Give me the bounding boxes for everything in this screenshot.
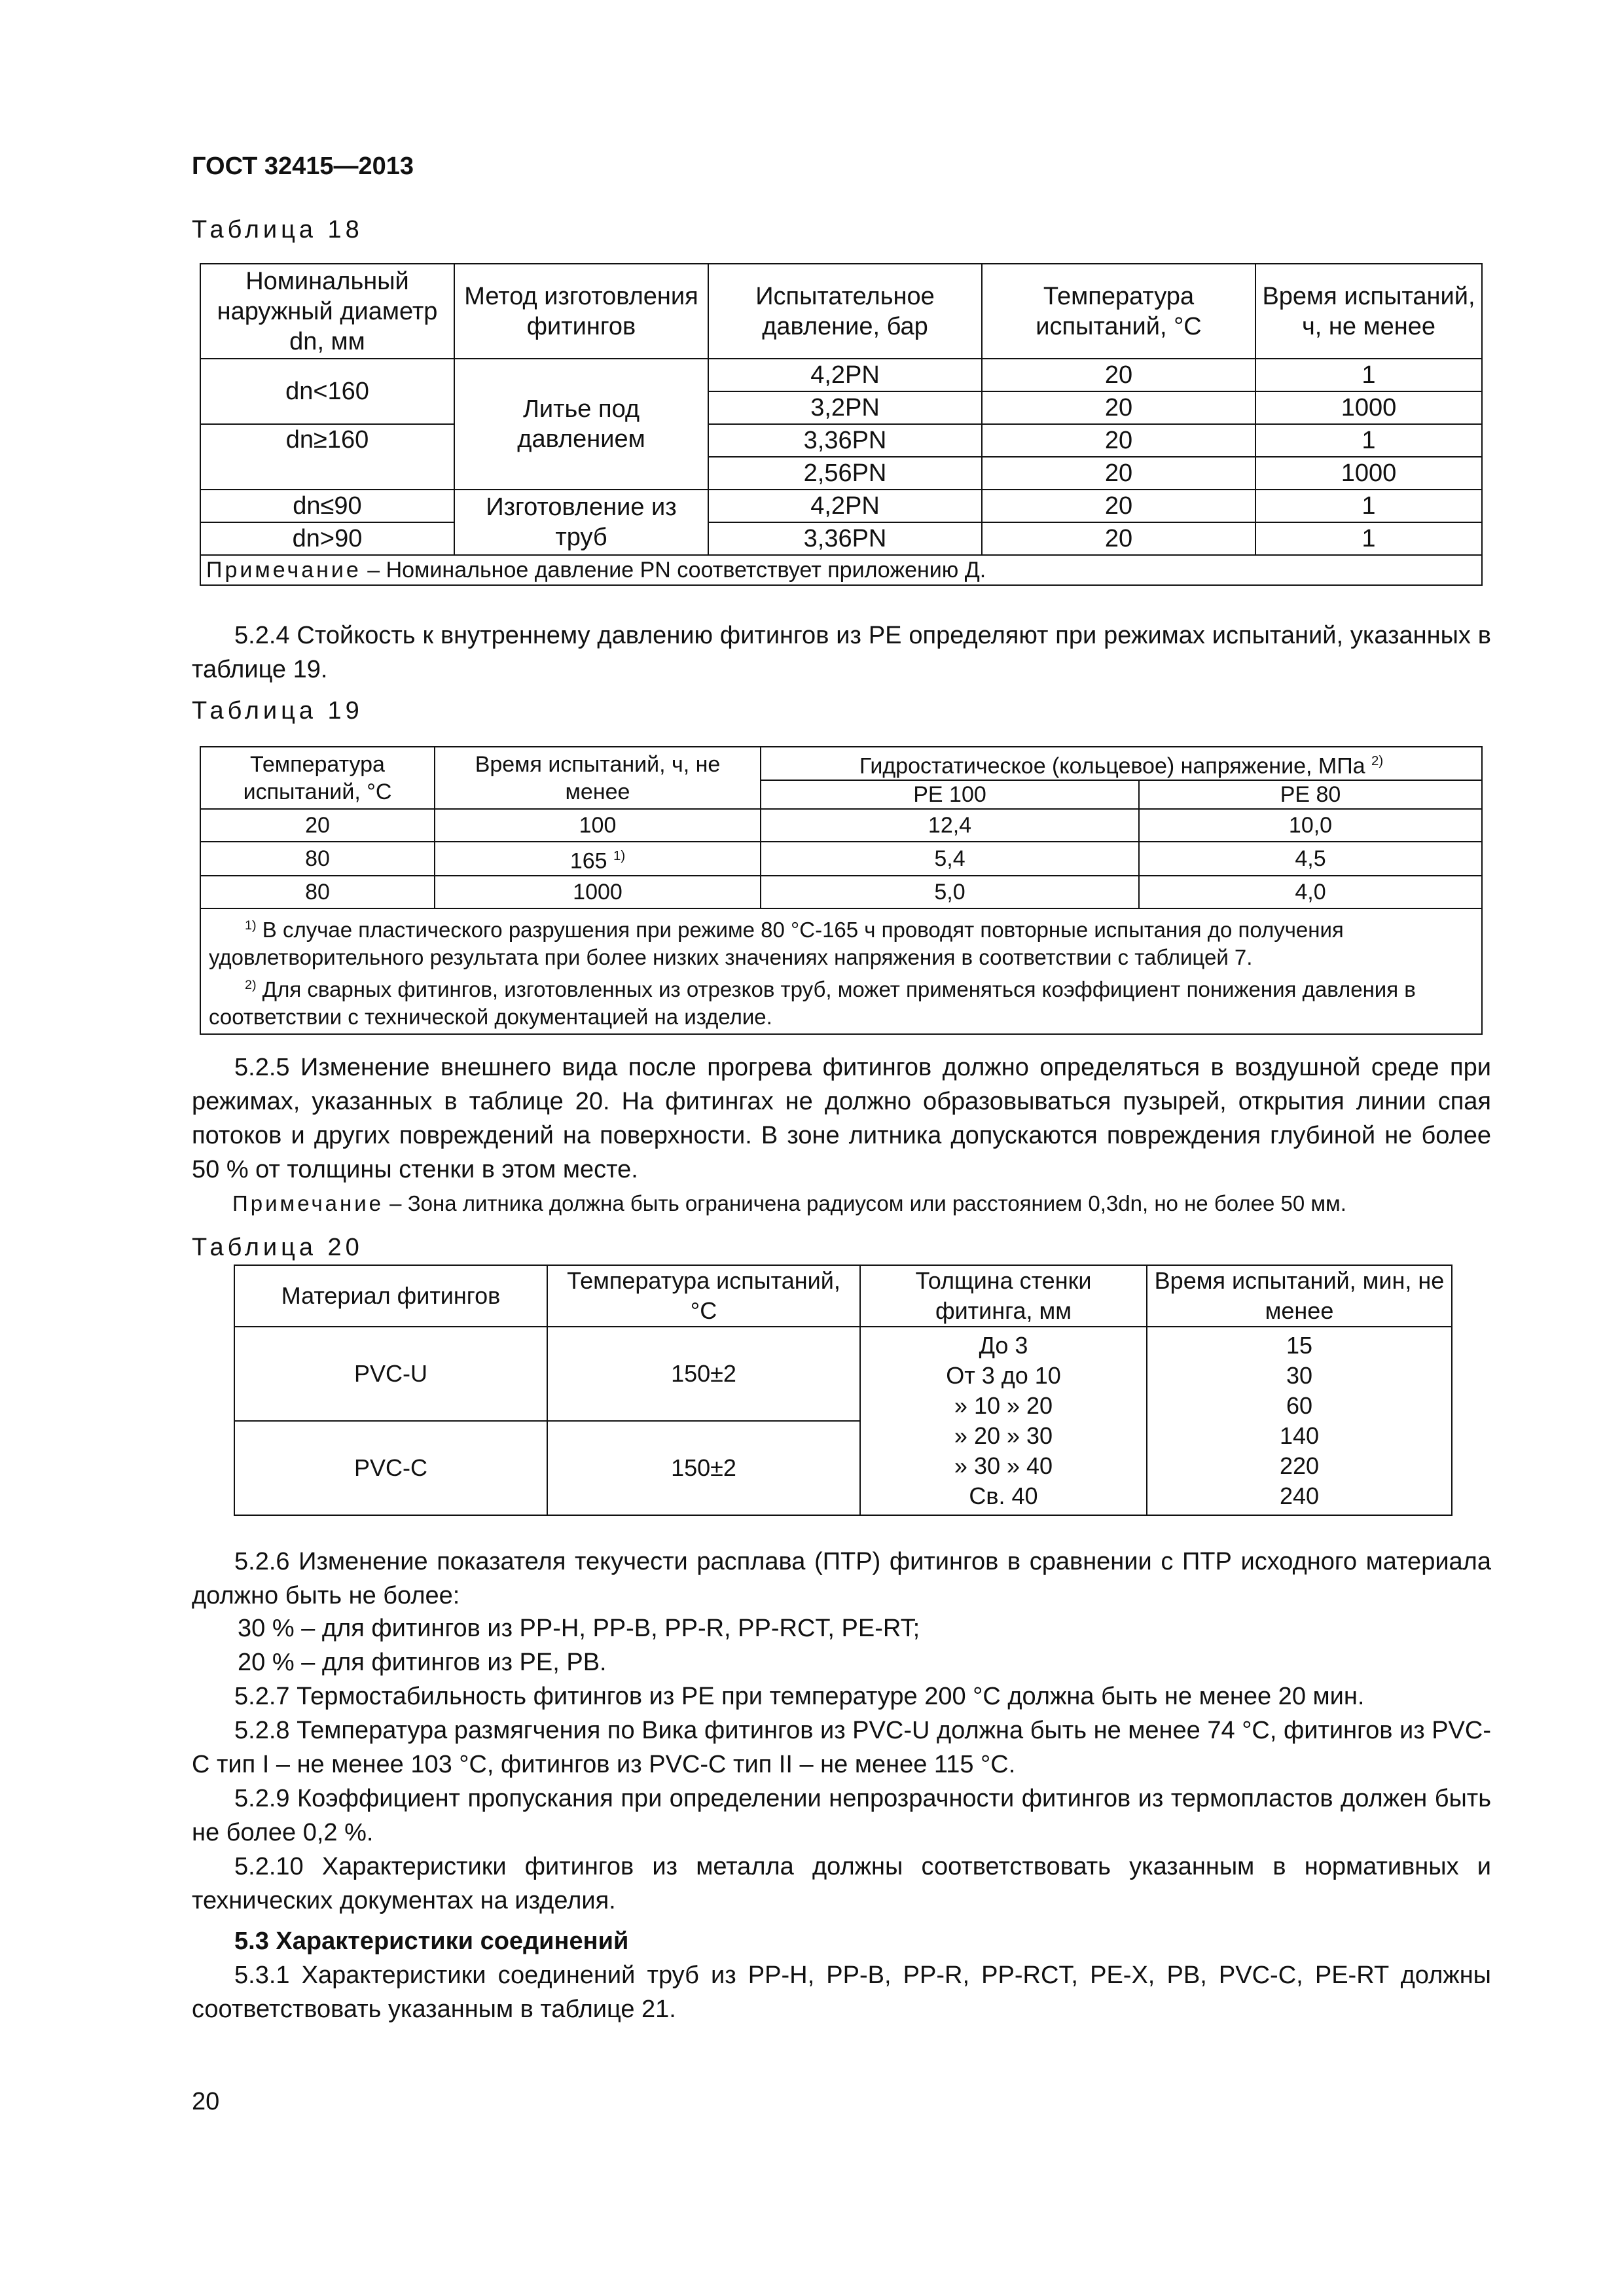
t18-cell: 1: [1255, 490, 1482, 522]
t19-cell: 165 $^{1)}$: [435, 842, 761, 875]
t19-cell: 10,0: [1139, 809, 1482, 842]
t19-footnote-1: $^{1)}$ В случае пластического разрушения при режиме 80 °С-165 ч проводят повторные испытания до получения удовлетворительного результата при более низких значениях напряжения в соответствии с таблицей 7.: [209, 917, 1344, 969]
t19-header-pe100: PE 100: [761, 780, 1139, 809]
t19-footnotes: [200, 908, 1482, 1034]
t20-temp: 150±2: [547, 1327, 860, 1421]
t19-header-temp: Температура испытаний, °С: [200, 747, 435, 809]
t19-cell: 5,4: [761, 842, 1139, 875]
t18-cell: 20: [982, 391, 1255, 424]
t19-cell: 80: [200, 842, 435, 875]
t18-header-time: Время испытаний, ч, не менее: [1255, 264, 1482, 359]
t18-header-method: Метод изготовления фитингов: [454, 264, 708, 359]
t19-cell: 1000: [435, 876, 761, 908]
note-text: – Номинальное давление PN соответствует приложению Д.: [361, 558, 986, 583]
t18-cell: 20: [982, 457, 1255, 490]
t19-cell: 80: [200, 876, 435, 908]
t18-cell: 20: [982, 424, 1255, 457]
t20-header-temp: Температура испытаний, °С: [547, 1265, 860, 1327]
t18-header-temp: Температура испытаний, °С: [982, 264, 1255, 359]
table-18: [200, 263, 1483, 586]
t19-header-stress: Гидростатическое (кольцевое) напряжение, МПа $^{2)}$: [761, 747, 1482, 780]
t20-material: PVC-U: [234, 1327, 547, 1421]
t18-diam-cell: dn<160: [200, 359, 454, 424]
t19-cell: 12,4: [761, 809, 1139, 842]
t18-diam-cell: dn>90: [200, 522, 454, 555]
t19-cell: 100: [435, 809, 761, 842]
paragraph-5-2-9: 5.2.9 Коэффициент пропускания при определении непрозрачности фитингов из термопластов должен быть не более 0,2 %.: [192, 1785, 1491, 1846]
paragraph-5-2-7: 5.2.7 Термостабильность фитингов из РЕ при температуре 200 °С должна быть не менее 20 мин.: [234, 1683, 1365, 1710]
table-19: [200, 746, 1483, 1035]
t18-cell: 3,36PN: [708, 522, 982, 555]
t18-cell: 1000: [1255, 457, 1482, 490]
paragraph-5-3-1: 5.3.1 Характеристики соединений труб из PP-H, PP-B, PP-R, PP-RCT, PE-X, PB, PVC-C, PE-RT должны соответствовать указанным в таблице 21.: [192, 1962, 1491, 2023]
paragraph-5-2-4: 5.2.4 Стойкость к внутреннему давлению фитингов из РЕ определяют при режимах испытаний, указанных в таблице 19.: [192, 622, 1491, 683]
paragraph-5-2-6-item-2: 20 % – для фитингов из РЕ, РВ.: [238, 1649, 607, 1676]
paragraph-5-2-6-item-1: 30 % – для фитингов из PP-H, PP-B, PP-R, PP-RCT, PE-RT;: [238, 1615, 920, 1642]
t18-cell: 3,2PN: [708, 391, 982, 424]
t18-cell: 20: [982, 522, 1255, 555]
t20-thickness-list: До 3 От 3 до 10 » 10 » 20 » 20 » 30 » 30 » 40 Св. 40: [860, 1327, 1147, 1515]
table-20: [234, 1265, 1453, 1516]
t18-cell: 3,36PN: [708, 424, 982, 457]
t18-cell: 2,56PN: [708, 457, 982, 490]
t19-cell: 5,0: [761, 876, 1139, 908]
t18-header-diameter: Номинальный наружный диаметр dn, мм: [200, 264, 454, 359]
table20-caption: Таблица 20: [192, 1234, 363, 1261]
document-header: ГОСТ 32415—2013: [192, 152, 414, 180]
t18-cell: 1000: [1255, 391, 1482, 424]
section-5-3-heading: 5.3 Характеристики соединений: [234, 1928, 629, 1955]
t18-method-cell: Изготовление из труб: [454, 490, 708, 555]
note-5-2-5: Примечание – Зона литника должна быть ограничена радиусом или расстоянием 0,3dn, но не более 50 мм.: [232, 1191, 1346, 1215]
t18-cell: 4,2PN: [708, 490, 982, 522]
t18-cell: 4,2PN: [708, 359, 982, 391]
t20-temp: 150±2: [547, 1421, 860, 1515]
t20-time-list: 15 30 60 140 220 240: [1147, 1327, 1452, 1515]
t18-cell: 20: [982, 490, 1255, 522]
t20-material: PVC-C: [234, 1421, 547, 1515]
t18-cell: 1: [1255, 359, 1482, 391]
t18-note: [200, 555, 1482, 585]
page-number: 20: [192, 2088, 220, 2115]
table18-caption: Таблица 18: [192, 216, 363, 243]
t18-method-cell: Литье под давлением: [454, 359, 708, 490]
t19-cell: 4,0: [1139, 876, 1482, 908]
t19-cell: 4,5: [1139, 842, 1482, 875]
paragraph-5-2-8: 5.2.8 Температура размягчения по Вика фитингов из PVC-U должна быть не менее 74 °С, фитингов из PVC-C тип I – не менее 103 °С, фитингов из PVC-C тип II – не менее 115 °С.: [192, 1717, 1491, 1778]
paragraph-5-2-6: 5.2.6 Изменение показателя текучести расплава (ПТР) фитингов в сравнении с ПТР исходного материала должно быть не более:: [192, 1548, 1491, 1609]
t19-footnote-2: $^{2)}$ Для сварных фитингов, изготовленных из отрезков труб, может применяться коэффициент понижения давления в соответствии с технической документацией на изделие.: [209, 977, 1416, 1029]
t18-cell: 1: [1255, 424, 1482, 457]
t20-header-thickness: Толщина стенки фитинга, мм: [860, 1265, 1147, 1327]
t19-header-pe80: PE 80: [1139, 780, 1482, 809]
t18-diam-cell: dn≤90: [200, 490, 454, 522]
t19-header-time: Время испытаний, ч, не менее: [435, 747, 761, 809]
t18-header-pressure: Испытательное давление, бар: [708, 264, 982, 359]
t20-header-material: Материал фитингов: [234, 1265, 547, 1327]
t20-header-time: Время испытаний, мин, не менее: [1147, 1265, 1452, 1327]
t18-cell: 20: [982, 359, 1255, 391]
t18-cell: 1: [1255, 522, 1482, 555]
t18-diam-cell: dn≥160: [200, 424, 454, 490]
note-label: Примечание: [206, 558, 361, 583]
paragraph-5-2-5: 5.2.5 Изменение внешнего вида после прогрева фитингов должно определяться в воздушной среде при режимах, указанных в таблице 20. На фитингах не должно образовываться пузырей, открытия линии спая потоков и других повреждений на поверхности. В зоне литника допускаются повреждения глубиной не более 50 % от толщины стенки в этом месте.: [192, 1054, 1491, 1183]
table19-caption: Таблица 19: [192, 697, 363, 725]
paragraph-5-2-10: 5.2.10 Характеристики фитингов из металла должны соответствовать указанным в нормативных и технических документах на изделия.: [192, 1853, 1491, 1914]
t19-cell: 20: [200, 809, 435, 842]
